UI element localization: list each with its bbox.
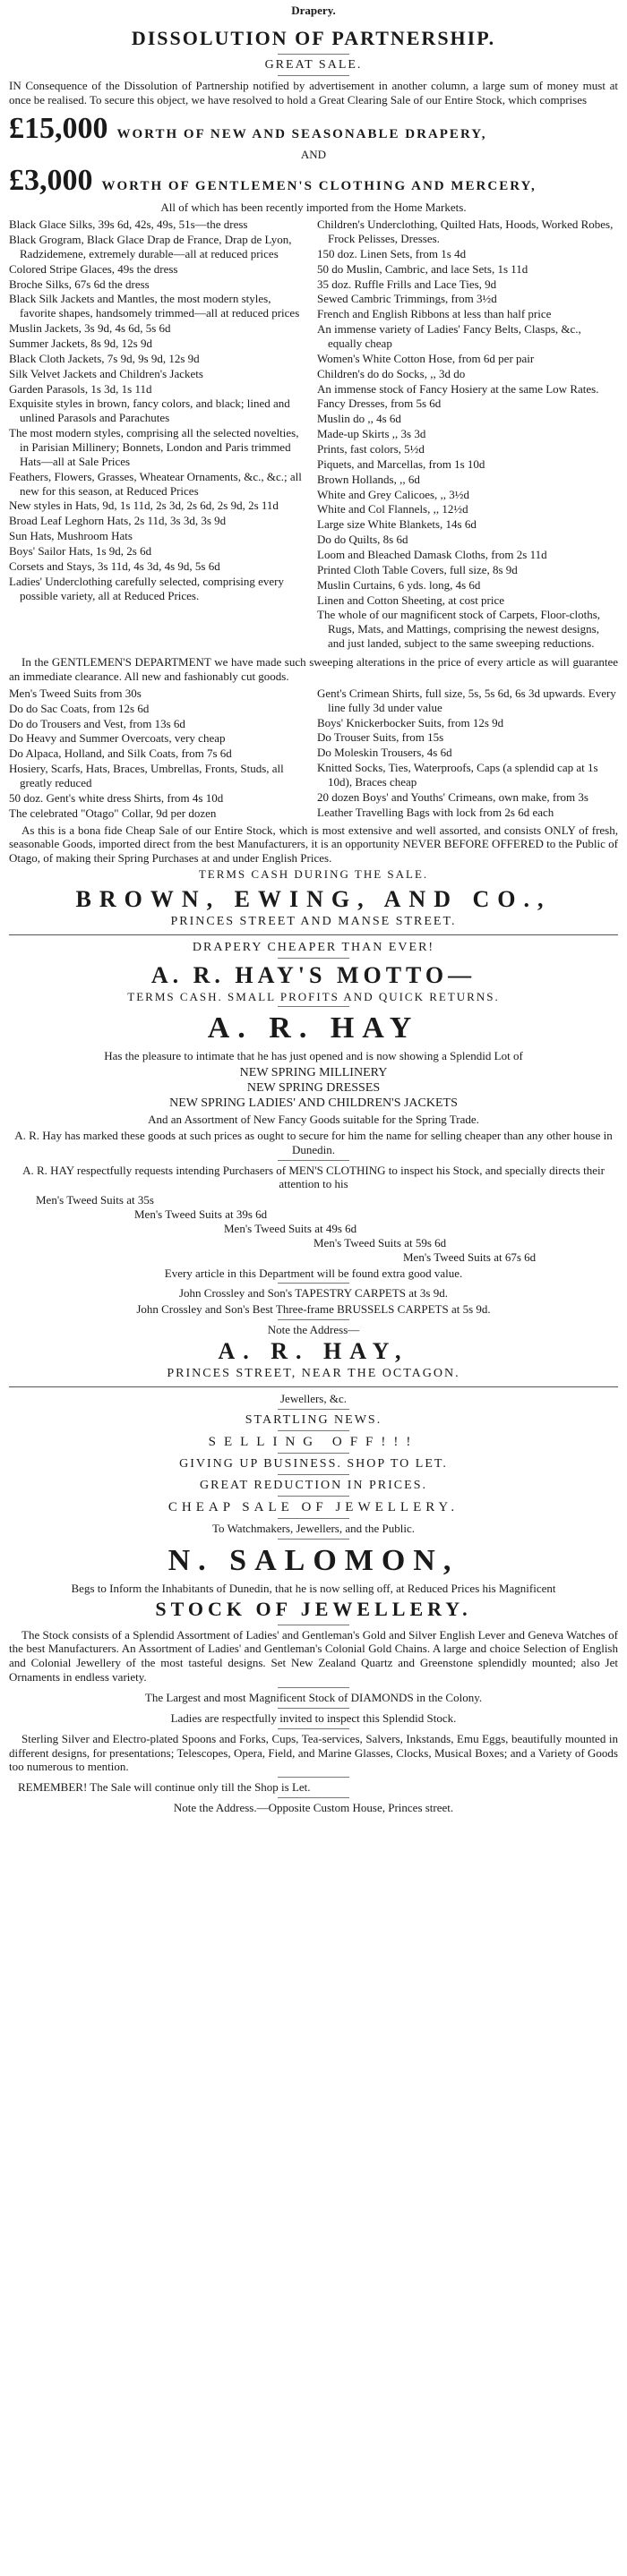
hay-pleasure: Has the pleasure to intimate that he has just opened and is now showing a Splendid Lot of [104, 1048, 523, 1062]
divider [278, 54, 349, 55]
suit-line: Men's Tweed Suits at 35s [36, 1193, 154, 1207]
amount-1: £15,000 [9, 112, 108, 146]
list-item: Colored Stripe Glaces, 49s the dress [9, 261, 178, 276]
hay-assortment: And an Assortment of New Fancy Goods suitable for the Spring Trade. [148, 1112, 479, 1126]
divider [278, 1728, 349, 1729]
list-item: Silk Velvet Jackets and Children's Jackets [9, 366, 203, 380]
hay-carpets-1: John Crossley and Son's TAPESTRY CARPETS at 3s 9d. [179, 1286, 448, 1301]
list-item: Piquets, and Marcellas, from 1s 10d [317, 456, 485, 471]
divider [278, 1453, 349, 1454]
list-item: Do do Trousers and Vest, from 13s 6d [9, 716, 185, 730]
list-item: Black Silk Jackets and Mantles, the most modern styles, favorite shapes, handsomely trimmed—all at reduced prices [9, 292, 300, 320]
list-item: Muslin Jackets, 3s 9d, 4s 6d, 5s 6d [9, 321, 171, 336]
list-item: Boys' Sailor Hats, 1s 9d, 2s 6d [9, 544, 152, 559]
list-item: Prints, fast colors, 5½d [317, 442, 425, 456]
amount-2: £3,000 [9, 163, 93, 197]
salomon-begs: Begs to Inform the Inhabitants of Dunedin, that he is now selling off, at Reduced Prices his Magnificent [71, 1581, 556, 1595]
imported-line: All of which has been recently imported from the Home Markets. [160, 200, 467, 215]
list-item: Summer Jackets, 8s 9d, 12s 9d [9, 337, 152, 351]
hay-carpets-2: John Crossley and Son's Best Three-frame BRUSSELS CARPETS at 5s 9d. [136, 1302, 491, 1317]
list-item: Garden Parasols, 1s 3d, 1s 11d [9, 381, 152, 396]
gents-intro: In the GENTLEMEN'S DEPARTMENT we have made such sweeping alterations in the price of every article as will guarantee an immediate clearance. All new and fashionably cut goods. [9, 655, 618, 683]
divider [278, 1160, 349, 1161]
divider [278, 1777, 349, 1778]
list-item: Do Moleskin Trousers, 4s 6d [317, 746, 452, 760]
reduction-line: GREAT REDUCTION IN PRICES. [200, 1479, 427, 1493]
hay-value: Every article in this Department will be found extra good value. [164, 1266, 463, 1280]
hay-marked: A. R. Hay has marked these goods at such prices as ought to secure for him the name for selling cheaper than any other house in Dunedin. [14, 1128, 613, 1156]
list-item: 50 do Muslin, Cambric, and lace Sets, 1s 11d [317, 261, 528, 276]
divider [278, 1539, 349, 1540]
ad-title: DISSOLUTION OF PARTNERSHIP. [131, 26, 496, 49]
hay-advertisement [9, 935, 618, 1387]
hay-header: DRAPERY CHEAPER THAN EVER! [192, 940, 435, 954]
salomon-sterling: Sterling Silver and Electro-plated Spoons and Forks, Cups, Tea-services, Salvers, Inkstands, Emu Eggs, beautifully mounted in different designs, for presentations; Telescopes, Opera, Field, and Marine Glasses, Clocks, Musical Boxes; and a Variety of Goods too numerous to mention. [9, 1731, 618, 1774]
list-item: Black Glace Silks, 39s 6d, 42s, 49s, 51s—the dress [9, 218, 248, 232]
intro-paragraph: IN Consequence of the Dissolution of Partnership notified by advertisement in another column, a large sum of money must at once be realised. To secure this object, we have resolved to hold a Great Clearing Sale of our Entire Stock, which comprises [9, 78, 618, 107]
list-item: Sun Hats, Mushroom Hats [9, 529, 133, 543]
list-item: White and Grey Calicoes, ,, 3½d [317, 487, 470, 501]
to-line: To Watchmakers, Jewellers, and the Public. [212, 1522, 415, 1536]
category-heading: Drapery. [291, 4, 336, 17]
list-item: Loom and Bleached Damask Cloths, from 2s 11d [317, 548, 547, 562]
list-item: An immense stock of Fancy Hosiery at the same Low Rates. [317, 381, 599, 396]
list-item: Sewed Cambric Trimmings, from 3½d [317, 292, 497, 306]
terms-line: TERMS CASH DURING THE SALE. [198, 867, 429, 882]
list-item: Do Trouser Suits, from 15s [317, 730, 444, 745]
divider [278, 1687, 349, 1688]
divider [278, 1708, 349, 1709]
hay-name-2: A. R. HAY, [218, 1338, 409, 1364]
list-item: Hosiery, Scarfs, Hats, Braces, Umbrellas, Fronts, Studs, all greatly reduced [9, 762, 284, 789]
firm-address: PRINCES STREET AND MANSE STREET. [170, 914, 457, 928]
divider [278, 958, 349, 959]
list-item: Muslin Curtains, 6 yds. long, 4s 6d [317, 577, 481, 592]
divider [278, 1518, 349, 1519]
salomon-consists: The Stock consists of a Splendid Assortment of Ladies' and Gentleman's Gold and Silver English Lever and Geneva Watches of the best Manufacturers. An Assortment of Ladies' and Gentleman's Colonial Gold Chains. A large and choice Selection of English and Colonial Jewellery of the most tasteful designs. Set New Zealand Quartz and Greenstone splendidly mounted; also Jet Ornaments in endless variety. [9, 1627, 618, 1685]
list-item: 50 doz. Gent's white dress Shirts, from 4s 10d [9, 790, 224, 805]
list-item: Do do Quilts, 8s 6d [317, 533, 408, 547]
hay-line: NEW SPRING MILLINERY [239, 1065, 388, 1079]
brown-ewing-advertisement [9, 0, 618, 935]
hay-respectfully: A. R. HAY respectfully requests intending Purchasers of MEN'S CLOTHING to inspect his Stock, and specially directs their attention to his [22, 1163, 605, 1191]
salomon-note: Note the Address.—Opposite Custom House, Princes street. [173, 1801, 454, 1815]
suit-line: Men's Tweed Suits at 67s 6d [403, 1250, 537, 1264]
salomon-remember: REMEMBER! The Sale will continue only till the Shop is Let. [18, 1780, 311, 1795]
list-item: Broad Leaf Leghorn Hats, 2s 11d, 3s 3d, 3s 9d [9, 514, 227, 528]
hay-motto: A. R. HAY'S MOTTO— [150, 961, 477, 988]
suit-line: Men's Tweed Suits at 59s 6d [314, 1235, 447, 1250]
list-item: New styles in Hats, 9d, 1s 11d, 2s 3d, 2s 6d, 2s 9d, 2s 11d [9, 499, 279, 513]
divider [278, 1797, 349, 1798]
amount-line-1 [9, 110, 618, 147]
list-item: Gent's Crimean Shirts, full size, 5s, 5s 6d, 6s 3d upwards. Every line fully 3d under value [317, 686, 616, 714]
hay-name: A. R. HAY [207, 1011, 420, 1045]
list-item: Black Grogram, Black Glace Drap de France, Drap de Lyon, Radzidemene, extremely durable—all at reduced prices [9, 233, 292, 260]
divider [278, 75, 349, 76]
amount-line-2 [9, 162, 618, 199]
list-item: Printed Cloth Table Covers, full size, 8s 9d [317, 562, 518, 576]
divider [278, 1496, 349, 1497]
hay-line: NEW SPRING DRESSES [246, 1080, 381, 1095]
hay-motto-sub: TERMS CASH. SMALL PROFITS AND QUICK RETURNS. [127, 989, 500, 1003]
salomon-name: N. SALOMON, [167, 1544, 460, 1578]
suit-line: Men's Tweed Suits at 39s 6d [134, 1207, 268, 1222]
list-item: The whole of our magnificent stock of Carpets, Floor-cloths, Rugs, Mats, and Mattings, comprising the newest designs, and just landed, subject to the same sweeping reductions. [317, 608, 600, 651]
hay-address: PRINCES STREET, NEAR THE OCTAGON. [167, 1366, 460, 1380]
selling-line: SELLING OFF!!! [208, 1434, 419, 1449]
salomon-diamonds: The Largest and most Magnificent Stock of DIAMONDS in the Colony. [144, 1690, 483, 1704]
list-item: French and English Ribbons at less than half price [317, 307, 552, 321]
newspaper-page [9, 0, 618, 1815]
list-item: The most modern styles, comprising all the selected novelties, in Parisian Millinery; Bonnets, London and Paris trimmed Hats—all at Sale Prices [9, 426, 299, 468]
gents-left-column [9, 686, 310, 822]
startling-line: STARTLING NEWS. [245, 1412, 382, 1427]
list-item: Feathers, Flowers, Grasses, Wheatear Ornaments, &c., &c.; all new for this season, at Reduced Prices [9, 469, 302, 498]
divider [278, 1319, 349, 1320]
list-item: Do Heavy and Summer Overcoats, very cheap [9, 731, 226, 746]
cheap-line: CHEAP SALE OF JEWELLERY. [167, 1500, 460, 1515]
drapery-item-columns [9, 217, 618, 652]
salomon-stock: STOCK OF JEWELLERY. [155, 1597, 472, 1620]
ad-subtitle: GREAT SALE. [264, 57, 363, 72]
suit-line: Men's Tweed Suits at 49s 6d [224, 1221, 357, 1235]
divider [278, 1430, 349, 1431]
divider [278, 1474, 349, 1475]
list-item: Exquisite styles in brown, fancy colors, and black; lined and unlined Parasols and Parachutes [9, 397, 290, 425]
list-item: White and Col Flannels, ,, 12½d [317, 502, 468, 516]
list-item: Children's Underclothing, Quilted Hats, Hoods, Worked Robes, Frock Pelisses, Dresses. [317, 218, 614, 245]
list-item: 150 doz. Linen Sets, from 1s 4d [317, 246, 467, 260]
firm-name: BROWN, EWING, AND CO., [75, 885, 552, 912]
gents-right-column [317, 686, 618, 822]
list-item: Do do Sac Coats, from 12s 6d [9, 701, 150, 715]
amount-1-description: WORTH OF NEW AND SEASONABLE DRAPERY, [116, 127, 487, 142]
list-item: Made-up Skirts ,, 3s 3d [317, 427, 426, 441]
hay-line: NEW SPRING LADIES' AND CHILDREN'S JACKETS [169, 1096, 458, 1110]
closing-paragraph: As this is a bona fide Cheap Sale of our Entire Stock, which is most extensive and well assorted, and consists ONLY of fresh, seasonable Goods, imported direct from the best Manufacturers, it is an opportunity NEVER BEFORE OFFERED to the Public of Otago, of making their Spring Purchases at and under English Prices. [9, 823, 618, 866]
list-item: Ladies' Underclothing carefully selected, comprising every possible variety, all at Reduced Prices. [9, 574, 285, 602]
hay-note: Note the Address— [267, 1323, 360, 1337]
list-item: Black Cloth Jackets, 7s 9d, 9s 9d, 12s 9d [9, 351, 200, 365]
list-item: Women's White Cotton Hose, from 6d per pair [317, 351, 535, 365]
list-item: Linen and Cotton Sheeting, at cost price [317, 593, 505, 607]
list-item: Corsets and Stays, 3s 11d, 4s 3d, 4s 9d, 5s 6d [9, 559, 220, 573]
list-item: Do Alpaca, Holland, and Silk Coats, from 7s 6d [9, 746, 232, 761]
list-item: Leather Travelling Bags with lock from 2s 6d each [317, 805, 554, 819]
gents-item-columns [9, 686, 618, 822]
list-item: Brown Hollands, ,, 6d [317, 472, 420, 486]
divider [278, 1283, 349, 1284]
divider [278, 1006, 349, 1007]
list-item: An immense variety of Ladies' Fancy Belts, Clasps, &c., equally cheap [317, 322, 581, 351]
list-item: Fancy Dresses, from 5s 6d [317, 397, 442, 411]
list-item: Large size White Blankets, 14s 6d [317, 517, 477, 532]
list-item: 20 dozen Boys' and Youths' Crimeans, own make, from 3s [317, 789, 588, 804]
list-item: Men's Tweed Suits from 30s [9, 686, 142, 700]
and-word: AND [300, 147, 327, 161]
list-item: Muslin do ,, 4s 6d [317, 412, 401, 426]
list-item: Knitted Socks, Ties, Waterproofs, Caps (a splendid cap at 1s 10d), Braces cheap [317, 761, 598, 789]
list-item: Children's do do Socks, ,, 3d do [317, 366, 466, 380]
drapery-right-column [317, 217, 618, 652]
divider [278, 1409, 349, 1410]
list-item: The celebrated "Otago" Collar, 9d per dozen [9, 806, 217, 820]
drapery-left-column [9, 217, 310, 652]
salomon-advertisement [9, 1387, 618, 1815]
giving-line: GIVING UP BUSINESS. SHOP TO LET. [179, 1457, 448, 1471]
list-item: Broche Silks, 67s 6d the dress [9, 277, 150, 291]
list-item: Boys' Knickerbocker Suits, from 12s 9d [317, 715, 504, 729]
category-heading: Jewellers, &c. [279, 1391, 347, 1405]
salomon-ladies: Ladies are respectfully invited to inspect this Splendid Stock. [170, 1710, 457, 1725]
list-item: 35 doz. Ruffle Frills and Lace Ties, 9d [317, 277, 497, 291]
amount-2-description: WORTH OF GENTLEMEN'S CLOTHING AND MERCERY, [101, 178, 537, 193]
